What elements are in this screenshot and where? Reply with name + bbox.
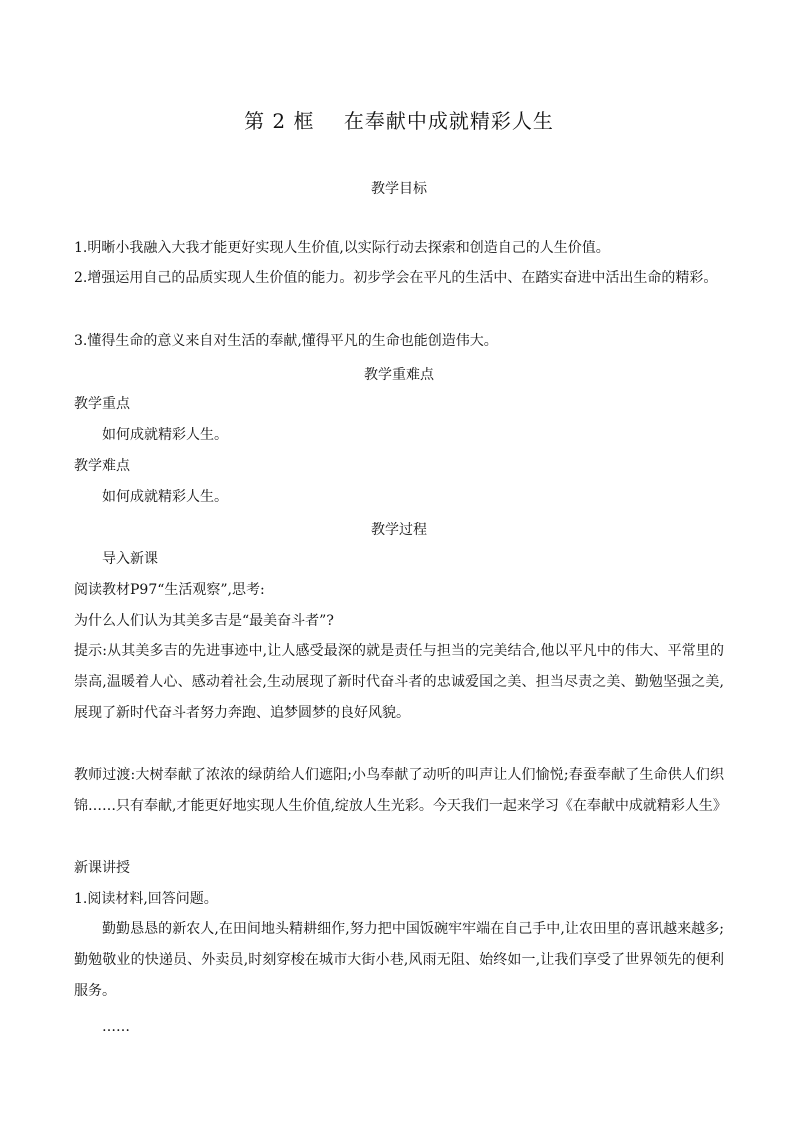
page-title: 第 2 框 在奉献中成就精彩人生: [244, 109, 554, 133]
reading-instruction: 阅读教材P97“生活观察”,思考:: [74, 582, 265, 598]
material-paragraph: 勤勤恳恳的新农人,在田间地头精耕细作,努力把中国饭碗牢牢端在自己手中,让农田里的喜讯越来越多;勤勉敬业的快递员、外卖员,时刻穿梭在城市大街小巷,风雨无阻、始终如一,让我们享受了世界领先的便利服务。: [74, 921, 724, 999]
transition-paragraph: 教师过渡:大树奉献了浓浓的绿荫给人们遮阳;小鸟奉献了动听的叫声让人们愉悦;春蚕奉献了生命供人们织锦……只有奉献,才能更好地实现人生价值,绽放人生光彩。今天我们一起来学习《在奉献中成就精彩人生》: [74, 767, 727, 814]
difficulty-label: 教学难点: [74, 458, 130, 474]
key-points-heading: 教学重难点: [364, 367, 434, 383]
objective-item-1: 1.明晰小我融入大我才能更好实现人生价值,以实际行动去探索和创造自己的人生价值。: [74, 240, 610, 256]
step-1-instruction: 1.阅读材料,回答问题。: [74, 891, 218, 907]
question-text: 为什么人们认为其美多吉是“最美奋斗者”?: [74, 613, 334, 629]
objective-item-3: 3.懂得生命的意义来自对生活的奉献,懂得平凡的生命也能创造伟大。: [74, 333, 498, 349]
hint-paragraph: 提示:从其美多吉的先进事迹中,让人感受最深的就是责任与担当的完美结合,他以平凡中的伟大、平常里的崇高,温暖着人心、感动着社会,生动展现了新时代奋斗者的忠诚爱国之美、担当尽责之美、勤勉坚强之美,展现了新时代奋斗者努力奔跑、追梦圆梦的良好风貌。: [74, 643, 724, 721]
new-lesson-label: 新课讲授: [74, 860, 130, 876]
focus-text: 如何成就精彩人生。: [102, 427, 228, 443]
difficulty-text: 如何成就精彩人生。: [102, 489, 228, 505]
focus-label: 教学重点: [74, 396, 130, 412]
objective-item-2: 2.增强运用自己的品质实现人生价值的能力。初步学会在平凡的生活中、在踏实奋进中活出生命的精彩。: [74, 270, 718, 286]
ellipsis-text: ……: [102, 1019, 130, 1035]
process-heading: 教学过程: [371, 522, 427, 538]
intro-label: 导入新课: [102, 551, 158, 567]
objectives-heading: 教学目标: [371, 181, 427, 197]
